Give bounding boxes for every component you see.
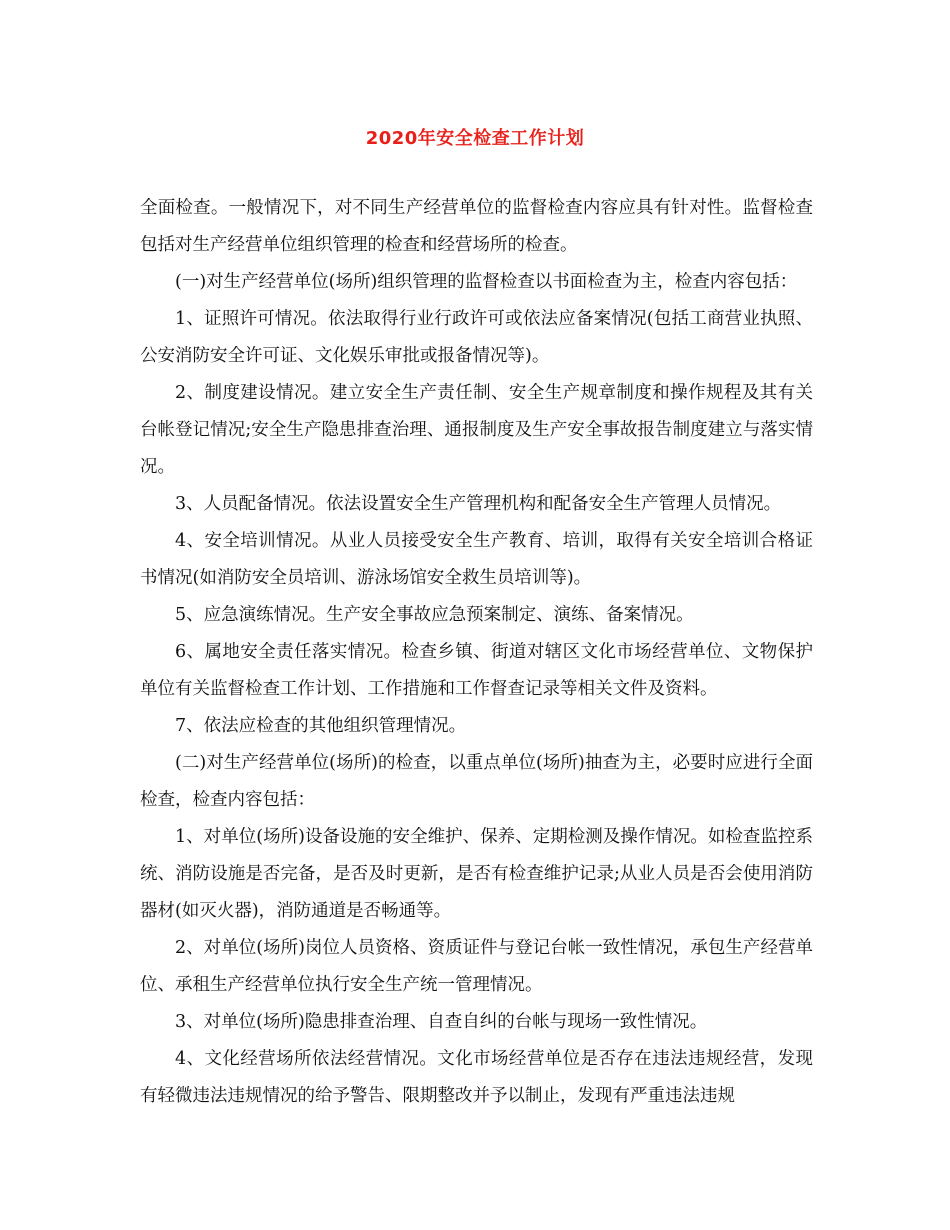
paragraph: 3、对单位(场所)隐患排查治理、自查自纠的台帐与现场一致性情况。 bbox=[175, 1012, 708, 1032]
paragraph: 7、依法应检查的其他组织管理情况。 bbox=[175, 716, 467, 736]
paragraph: 4、文化经营场所依法经营情况。文化市场经营单位是否存在违法违规经营，发现有轻微违法违规情况的给予警告、限期整改并予以制止，发现有严重违法违规 bbox=[140, 1049, 813, 1106]
paragraph: (一)对生产经营单位(场所)组织管理的监督检查以书面检查为主，检查内容包括： bbox=[175, 272, 798, 292]
paragraph: 1、证照许可情况。依法取得行业行政许可或依法应备案情况(包括工商营业执照、公安消防安全许可证、文化娱乐审批或报备情况等)。 bbox=[140, 309, 813, 366]
paragraph: 2、对单位(场所)岗位人员资格、资质证件与登记台帐一致性情况，承包生产经营单位、承租生产经营单位执行安全生产统一管理情况。 bbox=[140, 938, 813, 995]
paragraph: 5、应急演练情况。生产安全事故应急预案制定、演练、备案情况。 bbox=[175, 605, 694, 625]
document-body bbox=[140, 190, 813, 1115]
paragraph: 3、人员配备情况。依法设置安全生产管理机构和配备安全生产管理人员情况。 bbox=[175, 494, 782, 514]
paragraph: 4、安全培训情况。从业人员接受安全生产教育、培训，取得有关安全培训合格证书情况(如消防安全员培训、游泳场馆安全救生员培训等)。 bbox=[140, 531, 813, 588]
paragraph: (二)对生产经营单位(场所)的检查，以重点单位(场所)抽查为主，必要时应进行全面检查，检查内容包括： bbox=[140, 753, 813, 810]
document-title: 2020年安全检查工作计划 bbox=[365, 128, 585, 149]
paragraph: 1、对单位(场所)设备设施的安全维护、保养、定期检测及操作情况。如检查监控系统、消防设施是否完备，是否及时更新，是否有检查维护记录;从业人员是否会使用消防器材(如灭火器)，消防通道是否畅通等。 bbox=[140, 827, 813, 921]
paragraph: 2、制度建设情况。建立安全生产责任制、安全生产规章制度和操作规程及其有关台帐登记情况;安全生产隐患排查治理、通报制度及生产安全事故报告制度建立与落实情况。 bbox=[140, 383, 813, 477]
paragraph: 6、属地安全责任落实情况。检查乡镇、街道对辖区文化市场经营单位、文物保护单位有关监督检查工作计划、工作措施和工作督查记录等相关文件及资料。 bbox=[140, 642, 813, 699]
paragraph: 全面检查。一般情况下，对不同生产经营单位的监督检查内容应具有针对性。监督检查包括对生产经营单位组织管理的检查和经营场所的检查。 bbox=[140, 198, 813, 255]
